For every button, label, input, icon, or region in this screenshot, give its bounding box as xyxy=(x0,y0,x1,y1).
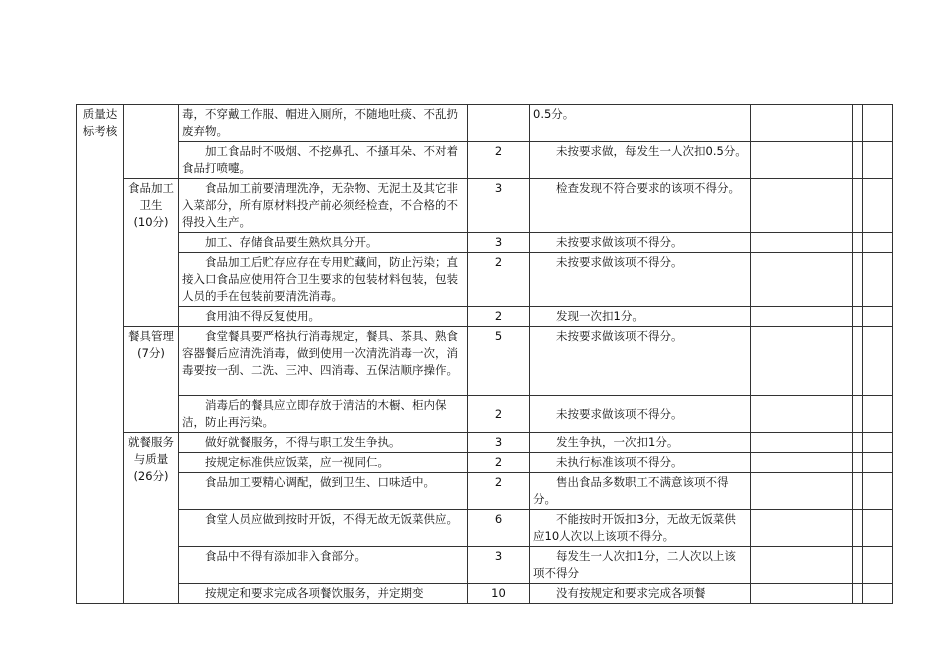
rule-cell: 发现一次扣1分。 xyxy=(530,307,751,327)
blank-cell xyxy=(853,510,863,547)
requirement-cell: 食品加工后贮存应存在专用贮藏间，防止污染；直接入口食品应使用符合卫生要求的包装材料包装，包装人员的手在包装前要清洗消毒。 xyxy=(179,253,468,307)
table-row xyxy=(77,327,893,396)
blank-cell xyxy=(863,510,893,547)
rule-cell: 每发生一人次扣1分，二人次以上该项不得分 xyxy=(530,547,751,584)
blank-cell xyxy=(751,396,853,433)
blank-cell xyxy=(751,473,853,510)
blank-cell xyxy=(853,253,863,307)
requirement-cell: 毒，不穿戴工作服、帽进入厕所，不随地吐痰、不乱扔废弃物。 xyxy=(179,105,468,142)
blank-cell xyxy=(751,510,853,547)
group-title: 食品加工卫生 xyxy=(128,181,174,212)
blank-cell xyxy=(863,473,893,510)
points-cell: 3 xyxy=(468,233,530,253)
requirement-cell: 食用油不得反复使用。 xyxy=(179,307,468,327)
rule-cell: 没有按规定和要求完成各项餐 xyxy=(530,584,751,604)
rule-cell: 未按要求做该项不得分。 xyxy=(530,396,751,433)
blank-cell xyxy=(853,433,863,453)
points-cell: 10 xyxy=(468,584,530,604)
requirement-cell: 食品加工前要清理洗净，无杂物、无泥土及其它非入菜部分，所有原材料投产前必须经检查，不合格的不得投入生产。 xyxy=(179,179,468,233)
rule-cell: 未按要求做，每发生一人次扣0.5分。 xyxy=(530,142,751,179)
points-cell: 2 xyxy=(468,253,530,307)
blank-cell xyxy=(853,327,863,396)
rule-cell: 0.5分。 xyxy=(530,105,751,142)
blank-cell xyxy=(863,547,893,584)
table-row xyxy=(77,510,893,547)
blank-cell xyxy=(863,307,893,327)
points-cell: 2 xyxy=(468,307,530,327)
blank-cell xyxy=(863,433,893,453)
blank-cell xyxy=(751,179,853,233)
rule-cell: 检查发现不符合要求的该项不得分。 xyxy=(530,179,751,233)
points-cell: 2 xyxy=(468,142,530,179)
blank-cell xyxy=(751,453,853,473)
table-row xyxy=(77,453,893,473)
blank-cell xyxy=(751,547,853,584)
group-score: (10分) xyxy=(133,215,169,229)
blank-cell xyxy=(751,142,853,179)
blank-cell xyxy=(853,547,863,584)
table-row xyxy=(77,547,893,584)
blank-cell xyxy=(853,453,863,473)
rule-cell: 未执行标准该项不得分。 xyxy=(530,453,751,473)
table-row xyxy=(77,253,893,307)
blank-cell xyxy=(853,584,863,604)
blank-cell xyxy=(853,142,863,179)
requirement-cell: 食堂餐具要严格执行消毒规定，餐具、茶具、熟食容器餐后应清洗消毒，做到使用一次清洗消毒一次，消毒要按一刮、二洗、三冲、四消毒、五保洁顺序操作。 xyxy=(179,327,468,396)
points-cell: 6 xyxy=(468,510,530,547)
points-cell: 3 xyxy=(468,547,530,584)
blank-cell xyxy=(853,233,863,253)
assessment-table xyxy=(76,104,893,604)
blank-cell xyxy=(751,327,853,396)
blank-cell xyxy=(853,105,863,142)
blank-cell xyxy=(853,179,863,233)
blank-cell xyxy=(751,105,853,142)
blank-cell xyxy=(853,473,863,510)
blank-cell xyxy=(863,584,893,604)
points-cell: 2 xyxy=(468,396,530,433)
requirement-cell: 食品中不得有添加非入食部分。 xyxy=(179,547,468,584)
rule-cell: 未按要求做该项不得分。 xyxy=(530,233,751,253)
blank-cell xyxy=(853,307,863,327)
group-cell xyxy=(124,105,179,179)
group-cell xyxy=(124,327,179,433)
requirement-cell: 食品加工要精心调配，做到卫生、口味适中。 xyxy=(179,473,468,510)
section-cell: 质量达标考核 xyxy=(77,105,124,604)
rule-cell: 不能按时开饭扣3分，无故无饭菜供应10人次以上该项不得分。 xyxy=(530,510,751,547)
group-score: (7分) xyxy=(137,346,165,360)
blank-cell xyxy=(863,327,893,396)
blank-cell xyxy=(863,453,893,473)
rule-cell: 未按要求做该项不得分。 xyxy=(530,327,751,396)
blank-cell xyxy=(863,105,893,142)
rule-cell: 售出食品多数职工不满意该项不得分。 xyxy=(530,473,751,510)
group-cell xyxy=(124,179,179,327)
table-row xyxy=(77,433,893,453)
table-row xyxy=(77,307,893,327)
requirement-cell: 按规定和要求完成各项餐饮服务，并定期变 xyxy=(179,584,468,604)
table-row xyxy=(77,584,893,604)
requirement-cell: 按规定标准供应饭菜，应一视同仁。 xyxy=(179,453,468,473)
blank-cell xyxy=(863,253,893,307)
blank-cell xyxy=(751,584,853,604)
points-cell: 2 xyxy=(468,473,530,510)
group-cell xyxy=(124,433,179,604)
group-score: (26分) xyxy=(133,469,169,483)
rule-cell: 未按要求做该项不得分。 xyxy=(530,253,751,307)
requirement-cell: 消毒后的餐具应立即存放于清洁的木橱、柜内保洁，防止再污染。 xyxy=(179,396,468,433)
blank-cell xyxy=(863,179,893,233)
table-row xyxy=(77,233,893,253)
blank-cell xyxy=(751,233,853,253)
points-cell: 5 xyxy=(468,327,530,396)
points-cell: 3 xyxy=(468,433,530,453)
blank-cell xyxy=(863,233,893,253)
table-row xyxy=(77,396,893,433)
group-title: 就餐服务与质量 xyxy=(128,435,174,466)
blank-cell xyxy=(751,307,853,327)
table-row xyxy=(77,142,893,179)
table-row xyxy=(77,473,893,510)
requirement-cell: 加工、存储食品要生熟炊具分开。 xyxy=(179,233,468,253)
table-row xyxy=(77,179,893,233)
blank-cell xyxy=(751,253,853,307)
group-title: 餐具管理 xyxy=(128,329,174,343)
table-row xyxy=(77,105,893,142)
blank-cell xyxy=(853,396,863,433)
requirement-cell: 加工食品时不吸烟、不挖鼻孔、不搔耳朵、不对着食品打喷嚏。 xyxy=(179,142,468,179)
points-cell: 2 xyxy=(468,453,530,473)
points-cell: 3 xyxy=(468,179,530,233)
requirement-cell: 食堂人员应做到按时开饭，不得无故无饭菜供应。 xyxy=(179,510,468,547)
requirement-cell: 做好就餐服务，不得与职工发生争执。 xyxy=(179,433,468,453)
blank-cell xyxy=(751,433,853,453)
blank-cell xyxy=(863,396,893,433)
points-cell xyxy=(468,105,530,142)
rule-cell: 发生争执，一次扣1分。 xyxy=(530,433,751,453)
blank-cell xyxy=(863,142,893,179)
